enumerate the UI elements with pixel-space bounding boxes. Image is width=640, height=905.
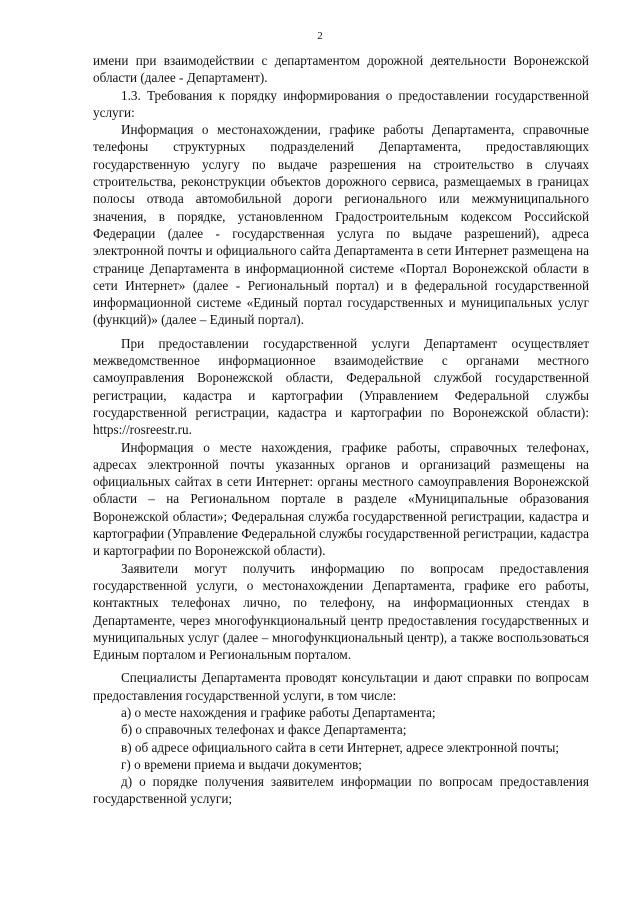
paragraph: г) о времени приема и выдачи документов; (121, 756, 362, 772)
paragraph: д) о порядке получения заявителем информации по вопросам предоставления государственной услуги; (93, 774, 589, 807)
paragraph: Заявители могут получить информацию по вопросам предоставления государственной услуги, о местонахождении Департамента, графике его работы, контактных телефонах лично, по телефону, на информационных стендах в Департаменте, через многофункциональный центр предоставления государственных и муниципальных услуг (далее – многофункциональный центр), а также воспользоваться Единым порталом и Региональным порталом. (93, 560, 589, 663)
paragraph: б) о справочных телефонах и факсе Департамента; (121, 722, 407, 738)
paragraph: имени при взаимодействии с департаментом дорожной деятельности Воронежской области (далее - Департамент). (93, 53, 589, 86)
paragraph: Информация о месте нахождения, графике работы, справочных телефонах, адресах электронной почты указанных органов и организаций размещены на официальных сайтах в сети Интернет: органы местного самоуправления Воронежской области – на Региональном портале в разделе «Муниципальные образования Воронежской области»; Федеральная служба государственной регистрации, кадастра и картографии (Управление Федеральной службы государственной регистрации, кадастра и картографии по Воронежской области). (93, 439, 589, 559)
paragraph: Информация о местонахождении, графике работы Департамента, справочные телефоны структурных подразделений Департамента, предоставляющих государственную услугу по выдаче разрешения на строительство в случаях строительства, реконструкции объектов дорожного сервиса, размещаемых в границах полосы отвода автомобильной дороги регионального или межмуниципального значения, в порядке, установленном Градостроительным кодексом Российской Федерации (далее - государственная услуга по выдаче разрешений), адреса электронной почты и официального сайта Департамента в сети Интернет размещена на странице Департамента в информационной системе «Портал Воронежской области в сети Интернет» (далее - Региональный портал) и в федеральной государственной информационной системе «Единый портал государственных и муниципальных услуг (функций)» (далее – Единый портал). (93, 122, 589, 328)
page-number: 2 (317, 30, 323, 42)
paragraph: а) о месте нахождения и графике работы Департамента; (121, 704, 436, 720)
paragraph: При предоставлении государственной услуги Департамент осуществляет межведомственное информационное взаимодействие с органами местного самоуправления Воронежской области, Федеральной службой государственной регистрации, кадастра и картографии (Управлением Федеральной службы государственной регистрации, кадастра и картографии по Воронежской области): https://rosreestr.ru. (93, 335, 589, 438)
paragraph: 1.3. Требования к порядку информирования о предоставлении государственной услуги: (93, 87, 589, 120)
paragraph: в) об адресе официального сайта в сети Интернет, адресе электронной почты; (121, 739, 560, 755)
paragraph: Специалисты Департамента проводят консультации и дают справки по вопросам предоставления государственной услуги, в том числе: (93, 670, 589, 703)
document-body (93, 52, 589, 808)
